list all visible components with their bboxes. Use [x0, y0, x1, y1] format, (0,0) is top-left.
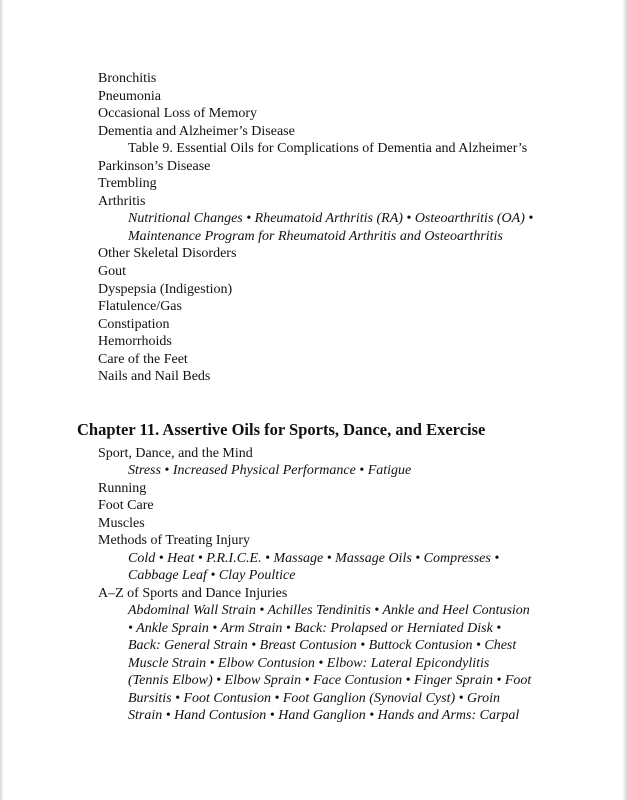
toc-entry: Other Skeletal Disorders [98, 246, 237, 261]
page-edge-left [0, 0, 4, 800]
toc-entry: Occasional Loss of Memory [98, 106, 258, 121]
toc-entry: Parkinson’s Disease [98, 159, 211, 174]
toc-entry: Foot Care [98, 498, 154, 513]
toc-subtopics: Maintenance Program for Rheumatoid Arthritis and Osteoarthritis [128, 229, 503, 244]
toc-entry: Running [98, 481, 147, 496]
toc-entry: A–Z of Sports and Dance Injuries [98, 586, 288, 601]
toc-entry: Pneumonia [98, 89, 161, 104]
toc-subtopics: • Ankle Sprain • Arm Strain • Back: Prolapsed or Herniated Disk • [128, 621, 502, 636]
toc-entry: Flatulence/Gas [98, 299, 182, 314]
chapter-heading: Chapter 11. Assertive Oils for Sports, Dance, and Exercise [77, 420, 486, 439]
toc-entry: Dyspepsia (Indigestion) [98, 282, 233, 297]
toc-entry: Arthritis [98, 194, 146, 209]
toc-entry: Trembling [98, 176, 157, 191]
toc-subtopics: Back: General Strain • Breast Contusion • Buttock Contusion • Chest [128, 638, 517, 653]
toc-entry: Care of the Feet [98, 352, 188, 367]
toc-entry: Muscles [98, 516, 145, 531]
toc-entry: Sport, Dance, and the Mind [98, 446, 253, 461]
toc-table-entry: Table 9. Essential Oils for Complications of Dementia and Alzheimer’s [128, 141, 528, 156]
toc-entry: Dementia and Alzheimer’s Disease [98, 124, 295, 139]
toc-subtopics: Stress • Increased Physical Performance • Fatigue [128, 463, 412, 478]
page-edge-right [622, 0, 628, 800]
toc-subtopics: Abdominal Wall Strain • Achilles Tendinitis • Ankle and Heel Contusion [128, 603, 530, 618]
toc-entry: Hemorrhoids [98, 334, 172, 349]
toc-subtopics: Bursitis • Foot Contusion • Foot Ganglion (Synovial Cyst) • Groin [128, 691, 500, 706]
toc-entry: Bronchitis [98, 71, 157, 86]
toc-subtopics: Nutritional Changes • Rheumatoid Arthritis (RA) • Osteoarthritis (OA) • [128, 211, 534, 226]
toc-subtopics: (Tennis Elbow) • Elbow Sprain • Face Contusion • Finger Sprain • Foot [128, 673, 532, 688]
toc-entry: Methods of Treating Injury [98, 533, 251, 548]
toc-subtopics: Strain • Hand Contusion • Hand Ganglion • Hands and Arms: Carpal [128, 708, 520, 723]
toc-entry: Gout [98, 264, 126, 279]
toc-subtopics: Cabbage Leaf • Clay Poultice [128, 568, 296, 583]
toc-entry: Constipation [98, 317, 170, 332]
toc-subtopics: Cold • Heat • P.R.I.C.E. • Massage • Massage Oils • Compresses • [128, 551, 500, 566]
toc-entry: Nails and Nail Beds [98, 369, 211, 384]
toc-subtopics: Muscle Strain • Elbow Contusion • Elbow: Lateral Epicondylitis [128, 656, 490, 671]
